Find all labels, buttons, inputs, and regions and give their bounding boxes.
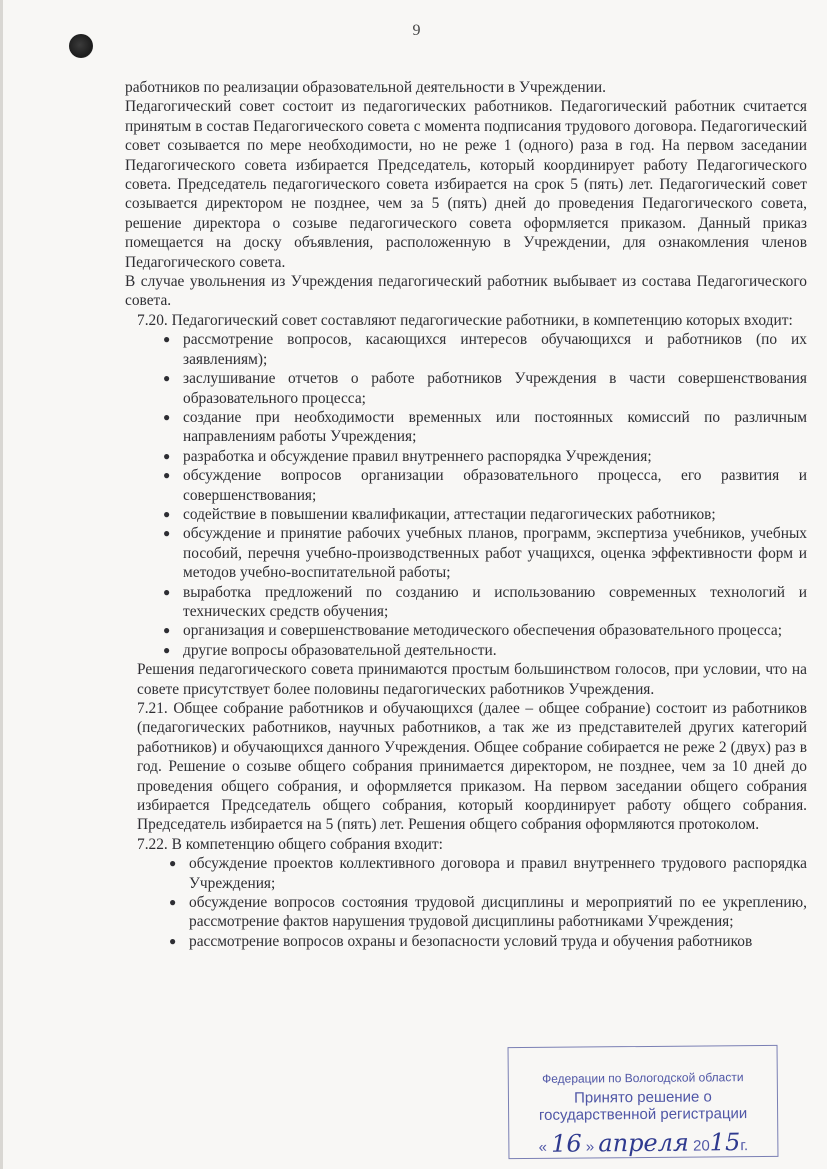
competence-list-7-22 (125, 854, 807, 951)
bullet-icon: ● (163, 526, 171, 541)
bullet-icon: ● (169, 856, 177, 871)
list-item (159, 330, 807, 369)
bullet-icon: ● (163, 506, 171, 521)
registration-stamp (508, 1045, 779, 1159)
bullet-icon: ● (163, 332, 171, 347)
list-item (159, 641, 807, 660)
list-item-text: организация и совершенствование методического обеспечения образовательного процесса; (183, 622, 783, 640)
list-item-text: содействие в повышении квалификации, аттестации педагогических работников; (183, 505, 716, 523)
date-year-unit: г. (740, 1137, 749, 1155)
competence-list-7-20 (125, 330, 807, 660)
list-item (159, 505, 807, 524)
list-item (165, 932, 807, 951)
section-7-22-heading: 7.22. В компетенцию общего собрания входит: (137, 835, 443, 853)
bullet-icon: ● (163, 468, 171, 483)
list-item-text: обсуждение вопросов организации образовательного процесса, его развития и совершенствования; (183, 467, 807, 504)
list-item-text: обсуждение проектов коллективного договора и правил внутреннего трудового распорядка Учреждения; (189, 855, 807, 892)
paragraph: Решения педагогического совета принимаются простым большинством голосов, при условии, что на совете присутствует более половины педагогических работников Учреждения. (137, 661, 807, 698)
bullet-icon: ● (169, 895, 177, 910)
section-7-21: 7.21. Общее собрание работников и обучающихся (далее – общее собрание) состоит из работников (педагогических работников, научных работников, а так же из представителей других категорий работников) и обучающихся данного Учреждения. Общее собрание собирается не реже 2 (двух) раз в год. Решение о созыве общего собрания принимается директором, не позднее, чем за 10 дней до проведения общего собрания, и оформляется приказом. На первом заседании общего собрания избирается Председатель общего собрания, который координирует работу общего собрания. Председатель избирается на 5 (пять) лет. Решения общего собрания оформляются протоколом. (137, 700, 807, 834)
list-item (159, 524, 807, 582)
stamp-title: Принято решение о (574, 1088, 712, 1107)
list-item-text: выработка предложений по созданию и использованию современных технологий и технических средств обучения; (183, 583, 807, 620)
bullet-icon: ● (163, 448, 171, 463)
date-close-quote: » (585, 1138, 595, 1156)
list-item-text: другие вопросы образовательной деятельности. (183, 641, 497, 659)
list-item-text: обсуждение вопросов состояния трудовой дисциплины и мероприятий по ее укреплению, рассмотрение фактов нарушения трудовой дисциплины работниками Учреждения; (189, 894, 807, 931)
document-body (125, 78, 807, 951)
bullet-icon: ● (163, 623, 171, 638)
date-year-prefix: 20 (692, 1137, 710, 1155)
punch-hole (69, 34, 93, 58)
list-item-text: обсуждение и принятие рабочих учебных планов, программ, экспертиза учебников, учебных пособий, перечня учебно-производственных работ учащихся, оценка эффективности форм и методов учебно-воспитательной работы; (183, 525, 807, 582)
list-item-text: разработка и обсуждение правил внутреннего распорядка Учреждения; (183, 447, 652, 465)
list-item-text: рассмотрение вопросов, касающихся интересов обучающихся и работников (по их заявлениям); (183, 331, 807, 368)
bullet-icon: ● (163, 371, 171, 386)
paragraph: В случае увольнения из Учреждения педагогический работник выбывает из состава Педагогического совета. (125, 273, 807, 310)
bullet-icon: ● (163, 642, 171, 657)
date-open-quote: « (538, 1138, 548, 1156)
list-item (159, 466, 807, 505)
paragraph: Педагогический совет состоит из педагогических работников. Педагогический работник считается принятым в состав Педагогического совета с момента подписания трудового договора. Педагогический совет созывается по мере необходимости, но не реже 1 (одного) раза в год. На первом заседании Педагогического совета избирается Председатель, который координирует работу Педагогического совета. Председатель педагогического совета избирается на срок 5 (пять) лет. Педагогический совет созывается директором не позднее, чем за 5 (пять) дней до проведения Педагогического совета, решение директора о созыве педагогического совета оформляется приказом. Данный приказ помещается на доску объявления, расположенную в Учреждении, для ознакомления членов Педагогического совета. (125, 98, 807, 271)
list-item (159, 369, 807, 408)
date-day: 16 (551, 1129, 582, 1158)
stamp-title-cont: государственной регистрации (538, 1105, 748, 1124)
list-item-text: заслушивание отчетов о работе работников Учреждения в части совершенствования образовательного процесса; (183, 370, 807, 407)
bullet-icon: ● (163, 584, 171, 599)
date-year-suffix: 15 (709, 1128, 741, 1157)
list-item (159, 621, 807, 640)
paragraph: работников по реализации образовательной деятельности в Учреждении. (125, 79, 606, 96)
stamp-authority: Федерации по Вологодской области (542, 1070, 744, 1086)
bullet-icon: ● (163, 409, 171, 424)
section-7-20-heading: 7.20. Педагогический совет составляют педагогические работники, в компетенцию которых входит: (137, 311, 793, 329)
list-item (165, 854, 807, 893)
list-item (159, 447, 807, 466)
list-item-text: рассмотрение вопросов охраны и безопасности условий труда и обучения работников (189, 932, 753, 950)
list-item (159, 583, 807, 622)
bullet-icon: ● (169, 933, 177, 948)
date-month: апреля (598, 1128, 689, 1158)
list-item-text: создание при необходимости временных или постоянных комиссий по различным направлениям работы Учреждения; (183, 408, 807, 446)
page-number: 9 (412, 22, 421, 39)
list-item (159, 408, 807, 447)
stamp-date (509, 1128, 777, 1158)
list-item (165, 893, 807, 932)
